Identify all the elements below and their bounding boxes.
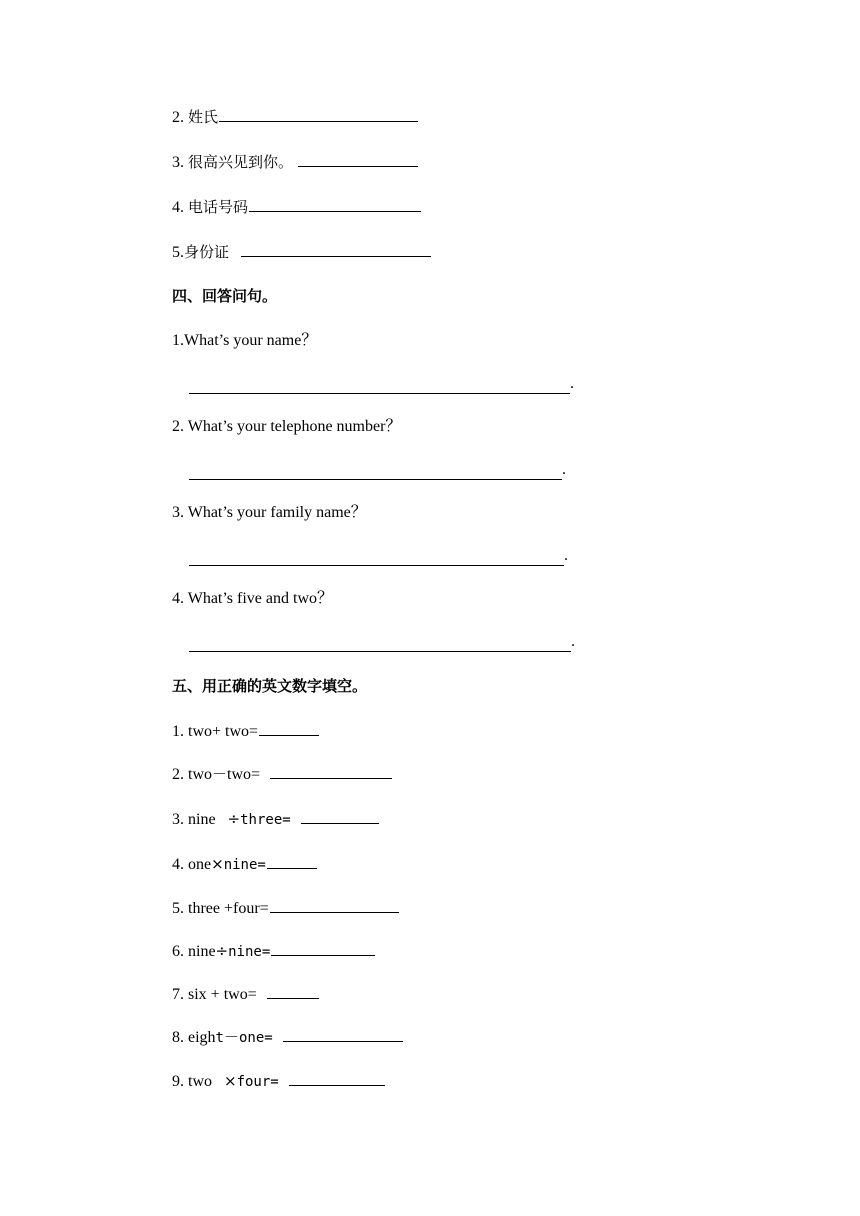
minus-operator: － bbox=[223, 1028, 239, 1046]
answer-rule[interactable] bbox=[189, 633, 571, 652]
answer-blank[interactable] bbox=[241, 240, 431, 257]
answer-blank[interactable] bbox=[270, 896, 399, 913]
answer-line-4[interactable] bbox=[189, 632, 575, 652]
equation-5 bbox=[172, 896, 399, 919]
period: . bbox=[564, 547, 568, 564]
period: . bbox=[570, 375, 574, 392]
equation-text: 8. eigh bbox=[172, 1029, 216, 1046]
equation-3 bbox=[172, 807, 379, 830]
equation-2 bbox=[172, 762, 392, 785]
equation-text: 7. six + two= bbox=[172, 986, 257, 1003]
question-1: 1.What’s your name？ bbox=[172, 332, 318, 349]
equation-1 bbox=[172, 719, 319, 742]
vocab-item-5 bbox=[172, 240, 431, 263]
equation-text: one= bbox=[239, 1030, 273, 1046]
equation-text: four= bbox=[236, 1074, 279, 1090]
minus-operator: － bbox=[212, 765, 228, 783]
equation-9 bbox=[172, 1069, 385, 1092]
equation-8 bbox=[172, 1025, 403, 1048]
equation-text: nine= bbox=[228, 944, 271, 960]
answer-blank[interactable] bbox=[267, 982, 319, 999]
vocab-item-2 bbox=[172, 105, 418, 128]
answer-blank[interactable] bbox=[289, 1069, 385, 1086]
equation-text: 4. one bbox=[172, 856, 212, 873]
equation-4 bbox=[172, 852, 317, 875]
question-2: 2. What’s your telephone number？ bbox=[172, 418, 402, 435]
equation-text: 3. nine bbox=[172, 811, 216, 828]
answer-blank[interactable] bbox=[259, 719, 319, 736]
equation-text: 5. three +four= bbox=[172, 900, 269, 917]
item-number: 2. bbox=[172, 109, 184, 126]
equation-text: 1. two+ two= bbox=[172, 723, 259, 740]
answer-blank[interactable] bbox=[270, 762, 392, 779]
item-number: 3. bbox=[172, 154, 184, 171]
answer-line-2[interactable] bbox=[189, 460, 566, 480]
answer-blank[interactable] bbox=[249, 195, 421, 212]
equation-7 bbox=[172, 982, 319, 1005]
item-number: 4. bbox=[172, 199, 184, 216]
answer-line-3[interactable] bbox=[189, 546, 568, 566]
item-number: 5. bbox=[172, 244, 184, 261]
section-4-heading: 四、回答问句。 bbox=[172, 287, 278, 305]
equation-text: 9. two bbox=[172, 1073, 212, 1090]
equation-text: 6. nine bbox=[172, 943, 216, 960]
item-text: 姓氏 bbox=[188, 108, 219, 126]
divide-operator: ÷ bbox=[215, 942, 229, 960]
item-text: 身份证 bbox=[184, 243, 230, 261]
period: . bbox=[571, 633, 575, 650]
question-4: 4. What’s five and two？ bbox=[172, 590, 334, 607]
equation-text: two= bbox=[227, 766, 261, 783]
vocab-item-4 bbox=[172, 195, 421, 218]
answer-blank[interactable] bbox=[283, 1025, 403, 1042]
equation-6 bbox=[172, 939, 375, 962]
answer-blank[interactable] bbox=[267, 852, 317, 869]
equation-text: t bbox=[215, 1030, 224, 1046]
equation-text: nine= bbox=[223, 857, 266, 873]
multiply-operator: × bbox=[211, 855, 224, 873]
answer-blank[interactable] bbox=[298, 150, 418, 167]
section-5-heading: 五、用正确的英文数字填空。 bbox=[172, 677, 368, 695]
vocab-item-3 bbox=[172, 150, 418, 173]
answer-rule[interactable] bbox=[189, 547, 564, 566]
equation-text: 2. two bbox=[172, 766, 212, 783]
answer-rule[interactable] bbox=[189, 461, 562, 480]
divide-operator: ÷ bbox=[227, 810, 241, 828]
question-3: 3. What’s your family name？ bbox=[172, 504, 367, 521]
period: . bbox=[562, 461, 566, 478]
answer-blank[interactable] bbox=[219, 105, 418, 122]
answer-rule[interactable] bbox=[189, 375, 570, 394]
item-text: 电话号码 bbox=[188, 198, 249, 216]
answer-line-1[interactable] bbox=[189, 374, 574, 394]
item-text: 很高兴见到你。 bbox=[188, 153, 294, 171]
multiply-operator: × bbox=[224, 1072, 237, 1090]
answer-blank[interactable] bbox=[271, 939, 375, 956]
equation-text: three= bbox=[240, 812, 291, 828]
answer-blank[interactable] bbox=[301, 807, 379, 824]
